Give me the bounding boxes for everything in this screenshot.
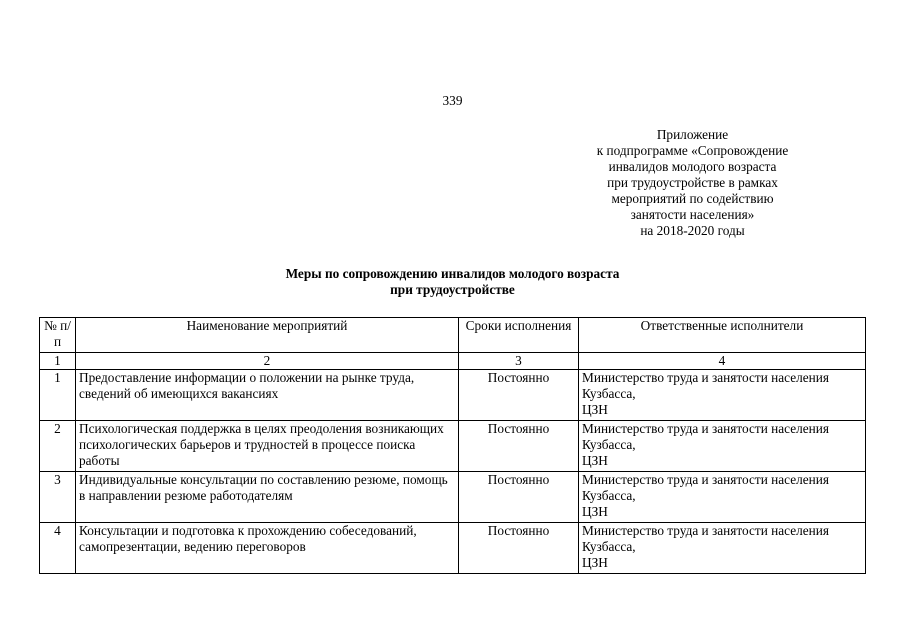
- table-row: [40, 421, 866, 472]
- appendix-line: на 2018-2020 годы: [640, 223, 745, 238]
- row-responsible: Министерство труда и занятости населения Кузбасса, ЦЗН: [579, 523, 866, 574]
- row-num: 1: [40, 370, 76, 421]
- appendix-line: к подпрограмме «Сопровождение: [596, 143, 789, 158]
- table-row: [40, 370, 866, 421]
- appendix-line: инвалидов молодого возраста: [608, 159, 777, 174]
- row-term: Постоянно: [459, 370, 579, 421]
- appendix-line: при трудоустройстве в рамках: [607, 175, 778, 190]
- row-responsible: Министерство труда и занятости населения Кузбасса, ЦЗН: [579, 421, 866, 472]
- appendix-line: занятости населения»: [630, 207, 755, 222]
- row-responsible: Министерство труда и занятости населения Кузбасса, ЦЗН: [579, 472, 866, 523]
- table-row: [40, 472, 866, 523]
- row-num: 4: [40, 523, 76, 574]
- measures-table: [39, 317, 866, 574]
- header-name: Наименование мероприятий: [76, 318, 459, 353]
- appendix-note: [560, 127, 825, 239]
- row-name: Психологическая поддержка в целях преодоления возникающих психологических барьеров и трудностей в процессе поиска работы: [76, 421, 459, 472]
- heading-line: Меры по сопровождению инвалидов молодого возраста: [285, 266, 620, 281]
- row-num: 2: [40, 421, 76, 472]
- column-number: 1: [40, 353, 76, 370]
- table-header-row: [40, 318, 866, 353]
- row-num: 3: [40, 472, 76, 523]
- column-number-row: [40, 353, 866, 370]
- heading-line: при трудоустройстве: [390, 282, 515, 297]
- row-term: Постоянно: [459, 523, 579, 574]
- row-term: Постоянно: [459, 421, 579, 472]
- row-name: Предоставление информации о положении на рынке труда, сведений об имеющихся вакансиях: [76, 370, 459, 421]
- column-number: 3: [459, 353, 579, 370]
- header-term: Сроки исполнения: [459, 318, 579, 353]
- appendix-line: Приложение: [656, 127, 729, 142]
- column-number: 2: [76, 353, 459, 370]
- row-term: Постоянно: [459, 472, 579, 523]
- column-number: 4: [579, 353, 866, 370]
- header-responsible: Ответственные исполнители: [579, 318, 866, 353]
- table-row: [40, 523, 866, 574]
- document-heading: [0, 266, 905, 298]
- page-number: 339: [442, 93, 463, 108]
- header-num: № п/п: [40, 318, 76, 353]
- row-responsible: Министерство труда и занятости населения Кузбасса, ЦЗН: [579, 370, 866, 421]
- row-name: Индивидуальные консультации по составлению резюме, помощь в направлении резюме работодателям: [76, 472, 459, 523]
- row-name: Консультации и подготовка к прохождению собеседований, самопрезентации, ведению переговоров: [76, 523, 459, 574]
- appendix-line: мероприятий по содействию: [611, 191, 774, 206]
